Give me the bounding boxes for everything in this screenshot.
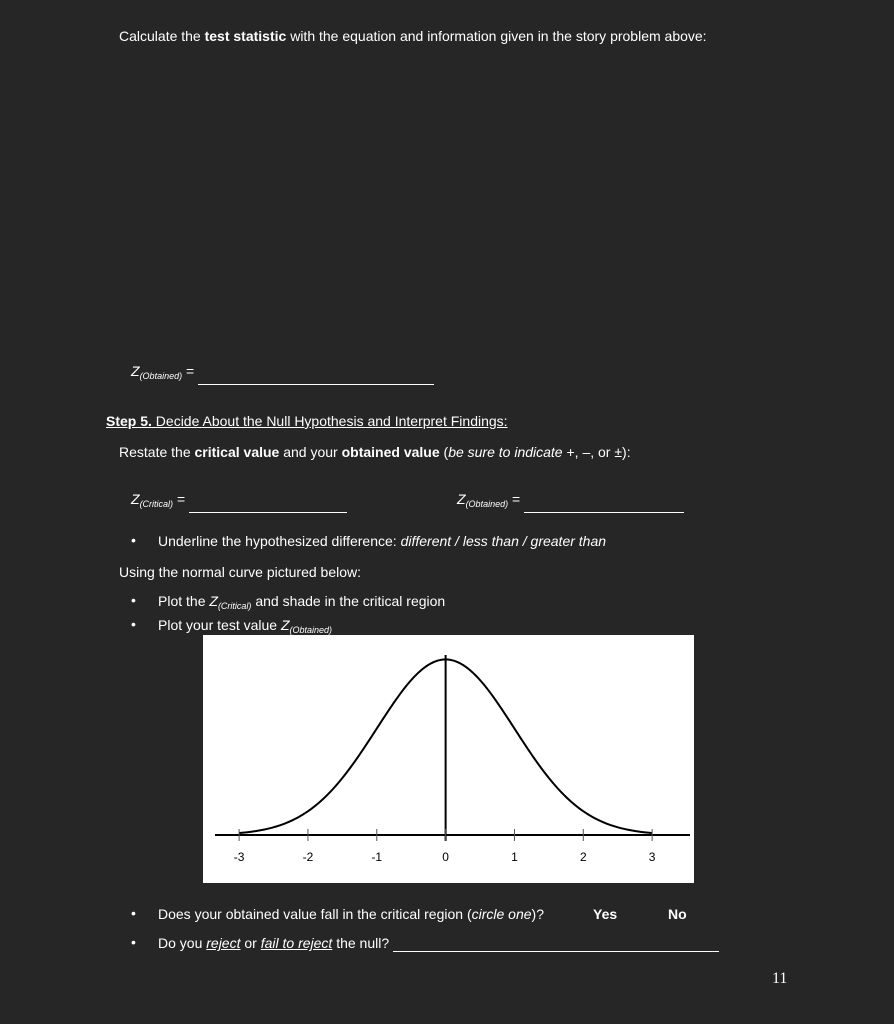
restate-instruction	[119, 443, 631, 461]
calc-suffix: with the equation and information given in the story problem above:	[286, 28, 707, 44]
fail-to-reject-option[interactable]: fail to reject	[260, 935, 333, 951]
step5-title: Decide About the Null Hypothesis and Interpret Findings:	[151, 413, 508, 429]
z-symbol: Z	[280, 617, 290, 633]
x-tick-label-3: 3	[648, 850, 656, 864]
answer-blank-z-critical[interactable]	[189, 498, 347, 513]
x-tick-label-2: 2	[579, 850, 587, 864]
reject-option[interactable]: reject	[206, 935, 241, 951]
z-symbol: Z	[209, 593, 218, 609]
z-subscript: (Obtained)	[139, 371, 183, 381]
no-option[interactable]: No	[668, 906, 687, 922]
q-reject-pre: Do you	[158, 935, 207, 951]
plot-a-post: and shade in the critical region	[251, 593, 446, 609]
calc-bold: test statistic	[204, 28, 287, 44]
z-critical-answer	[131, 490, 347, 513]
q-region-italic: circle one	[471, 906, 532, 922]
q-reject-mid: or	[240, 935, 261, 951]
z-subscript: (Critical)	[217, 601, 252, 611]
equals: =	[173, 491, 186, 507]
bullet: •	[131, 592, 136, 608]
q-region-pre: Does your obtained value fall in the critical region (	[158, 906, 472, 922]
step5-label: Step 5.	[106, 413, 152, 429]
reject-question	[158, 934, 719, 952]
z-obtained-answer-2	[457, 490, 684, 513]
restate-i1: be sure to indicate	[448, 444, 563, 460]
z-symbol: Z	[131, 363, 140, 379]
yes-option[interactable]: Yes	[593, 906, 618, 922]
z-symbol: Z	[131, 491, 140, 507]
z-subscript: (Critical)	[139, 499, 174, 509]
equals: =	[508, 491, 521, 507]
equals: =	[182, 363, 195, 379]
answer-blank-reject[interactable]	[393, 937, 719, 952]
restate-p3: (	[439, 444, 449, 460]
restate-p2: and your	[279, 444, 342, 460]
critical-region-question	[158, 905, 544, 923]
plot-b-pre: Plot your test value	[158, 617, 281, 633]
hypothesis-options[interactable]: different / less than / greater than	[400, 533, 607, 549]
restate-p4: +, –, or ±):	[562, 444, 631, 460]
z-symbol: Z	[457, 491, 466, 507]
plot-critical-instruction	[158, 592, 445, 615]
page-number: 11	[772, 970, 788, 987]
z-subscript: (Obtained)	[289, 625, 333, 635]
calc-prefix: Calculate the	[119, 28, 205, 44]
z-subscript: (Obtained)	[465, 499, 509, 509]
bullet: •	[131, 532, 136, 548]
z-obtained-answer-1	[131, 362, 434, 385]
step5-heading	[106, 412, 508, 430]
bullet: •	[131, 934, 136, 950]
x-tick-label-1: 1	[511, 850, 518, 864]
x-tick-label--1: -1	[371, 850, 383, 864]
normal-curve-figure[interactable]	[203, 635, 694, 883]
underline-instruction	[158, 532, 606, 550]
calc-instruction	[119, 27, 707, 45]
answer-blank-z-obtained-1[interactable]	[198, 370, 434, 385]
answer-blank-z-obtained-2[interactable]	[524, 498, 684, 513]
restate-b1: critical value	[194, 444, 280, 460]
underline-text: Underline the hypothesized difference:	[158, 533, 401, 549]
restate-p1: Restate the	[119, 444, 195, 460]
x-tick-label--3: -3	[233, 850, 245, 864]
bullet: •	[131, 616, 136, 632]
x-tick-label-0: 0	[442, 850, 449, 864]
normal-curve-chart[interactable]	[203, 635, 694, 883]
bullet: •	[131, 905, 136, 921]
q-reject-post: the null?	[332, 935, 390, 951]
restate-b2: obtained value	[341, 444, 440, 460]
plot-a-pre: Plot the	[158, 593, 210, 609]
x-tick-label--2: -2	[302, 850, 314, 864]
q-region-post: )?	[531, 906, 544, 922]
using-curve-text: Using the normal curve pictured below:	[119, 564, 362, 580]
